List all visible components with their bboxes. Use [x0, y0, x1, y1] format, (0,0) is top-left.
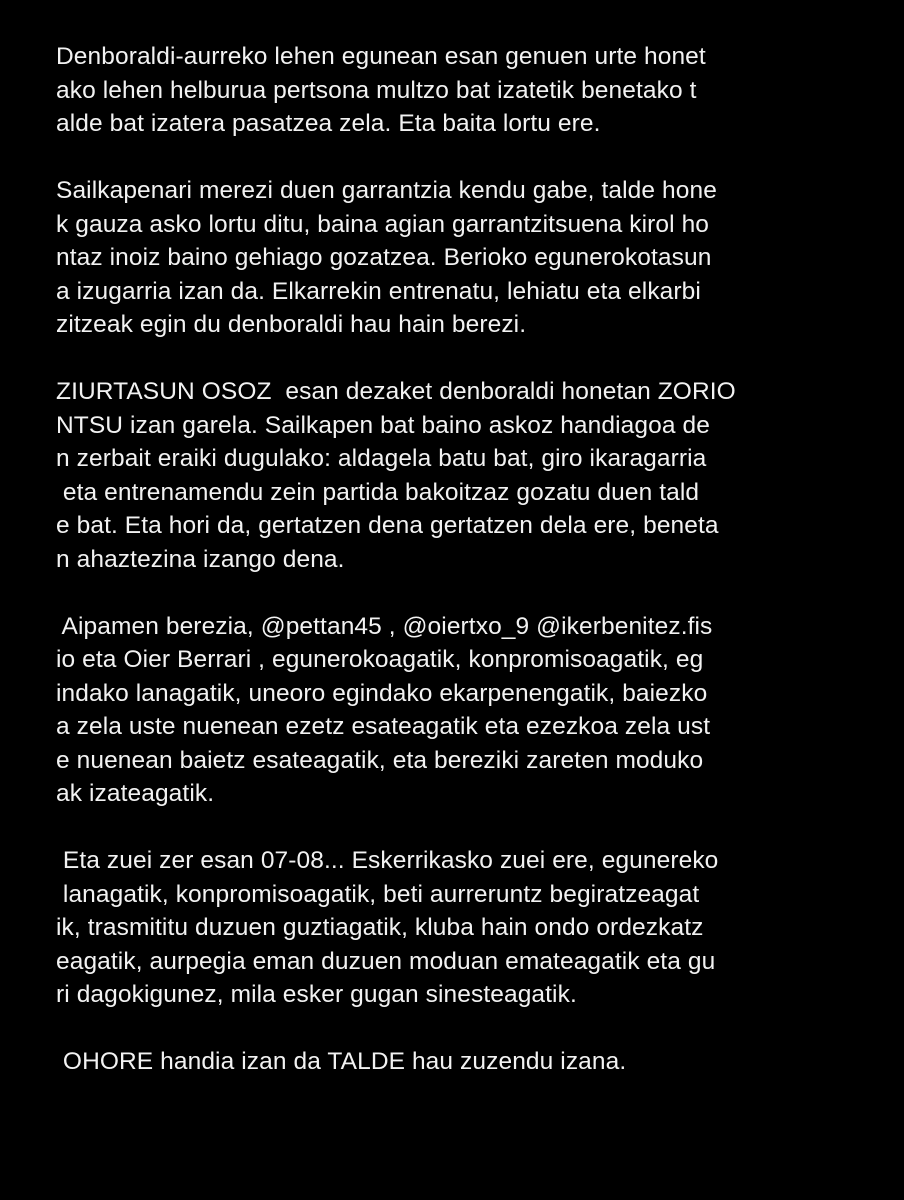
paragraph-6 — [56, 1045, 876, 1079]
text-line: Eta zuei zer esan 07-08... Eskerrikasko zuei ere, egunereko — [56, 847, 719, 874]
text-line: indako lanagatik, uneoro egindako ekarpenengatik, baiezko — [56, 679, 708, 707]
text-note — [56, 40, 876, 1112]
paragraph-4 — [56, 610, 876, 811]
paragraph-3 — [56, 375, 876, 576]
text-line: alde bat izatera pasatzea zela. Eta baita lortu ere. — [56, 110, 601, 137]
text-line: ZIURTASUN OSOZ esan dezaket denboraldi honetan ZORIO — [56, 378, 736, 405]
paragraph-5 — [56, 844, 876, 1012]
text-line: NTSU izan garela. Sailkapen bat baino askoz handiagoa de — [56, 411, 710, 439]
text-line: ri dagokigunez, mila esker gugan sinesteagatik. — [56, 981, 577, 1008]
text-line: n ahaztezina izango dena. — [56, 545, 345, 573]
paragraph-1 — [56, 40, 876, 141]
paragraph-2 — [56, 174, 876, 342]
text-line: Denboraldi-aurreko lehen egunean esan genuen urte honet — [56, 43, 706, 70]
text-line: a izugarria izan da. Elkarrekin entrenatu, lehiatu eta elkarbi — [56, 277, 701, 305]
text-line: eagatik, aurpegia eman duzuen moduan emateagatik eta gu — [56, 947, 716, 975]
text-line: ik, trasmititu duzuen guztiagatik, kluba hain ondo ordezkatz — [56, 914, 704, 941]
text-line: ako lehen helburua pertsona multzo bat izatetik benetako t — [56, 76, 697, 104]
text-line: lanagatik, konpromisoagatik, beti aurreruntz begiratzeagat — [56, 880, 700, 908]
text-line: Aipamen berezia, @pettan45 , @oiertxo_9 @ikerbenitez.fis — [56, 612, 713, 640]
text-line: k gauza asko lortu ditu, baina agian garrantzitsuena kirol ho — [56, 210, 710, 238]
text-line: ak izateagatik. — [56, 780, 215, 807]
text-line: a zela uste nuenean ezetz esateagatik eta ezezkoa zela ust — [56, 713, 711, 740]
text-line: n zerbait eraiki dugulako: aldagela batu bat, giro ikaragarria — [56, 445, 707, 472]
text-line: zitzeak egin du denboraldi hau hain berezi. — [56, 311, 527, 338]
text-line: ntaz inoiz baino gehiago gozatzea. Berioko egunerokotasun — [56, 244, 712, 271]
text-line: e bat. Eta hori da, gertatzen dena gertatzen dela ere, beneta — [56, 512, 719, 539]
text-line: Sailkapenari merezi duen garrantzia kendu gabe, talde hone — [56, 177, 717, 204]
text-line: OHORE handia izan da TALDE hau zuzendu izana. — [56, 1048, 627, 1075]
text-line: e nuenean baietz esateagatik, eta bereziki zareten moduko — [56, 746, 704, 774]
text-line: io eta Oier Berrari , egunerokoagatik, konpromisoagatik, eg — [56, 646, 704, 673]
text-line: eta entrenamendu zein partida bakoitzaz gozatu duen tald — [56, 478, 700, 506]
